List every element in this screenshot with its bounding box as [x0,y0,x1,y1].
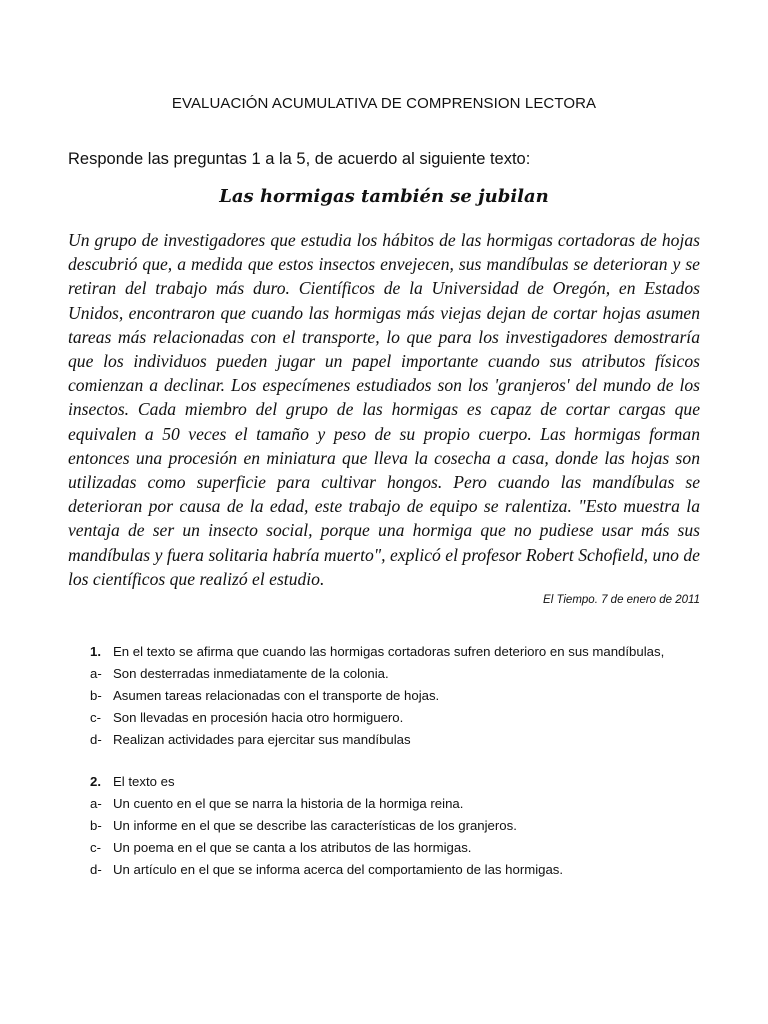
reading-passage: Un grupo de investigadores que estudia los hábitos de las hormigas cortadoras de hojas descubrió que, a medida que estos insectos envejecen, sus mandíbulas se deterioran y se retiran del trabajo más duro. Científicos de la Universidad de Oregón, en Estados Unidos, encontraron que cuando las hormigas más viejas dejan de cortar hojas asumen tareas más relacionadas con el transporte, lo que para los investigadores demostraría que los individuos pueden jugar un papel importante cuando sus atributos físicos comienzan a declinar. Los especímenes estudiados son los 'granjeros' del mundo de los insectos. Cada miembro del grupo de las hormigas es capaz de cortar cargas que equivalen a 50 veces el tamaño y peso de su propio cuerpo. Las hormigas forman entonces una procesión en miniatura que lleva la cosecha a casa, donde las hojas son utilizadas como superficie para cultivar hongos. Pero cuando las mandíbulas se deterioran por causa de la edad, este trabajo de equipo se ralentiza. "Esto muestra la ventaja de ser un insecto social, porque una hormiga que no pudiese usar más sus mandíbulas y fuera solitaria habría muerto", explicó el profesor Robert Schofield, uno de los científicos que realizó el estudio. [68,230,700,589]
option-letter: c- [90,840,101,855]
option-letter: a- [90,666,102,681]
answer-option-a [90,793,730,815]
question-stem [90,771,730,793]
option-letter: b- [90,818,102,833]
question-stem [90,641,730,663]
question-1 [90,641,730,751]
option-letter: d- [90,862,102,877]
document-title: EVALUACIÓN ACUMULATIVA DE COMPRENSION LECTORA [171,95,597,112]
option-text: Un artículo en el que se informa acerca del comportamiento de las hormigas. [113,862,564,877]
instruction-text: Responde las preguntas 1 a la 5, de acuerdo al siguiente texto: [68,150,531,168]
option-text: Realizan actividades para ejercitar sus mandíbulas [113,732,411,747]
option-letter: b- [90,688,102,703]
option-text: Asumen tareas relacionadas con el transporte de hojas. [113,688,440,703]
option-text: Son llevadas en procesión hacia otro hormiguero. [113,710,404,725]
answer-option-d [90,859,730,881]
question-number: 2. [90,774,101,789]
option-text: Un cuento en el que se narra la historia de la hormiga reina. [113,796,464,811]
option-letter: a- [90,796,102,811]
answer-option-b [90,685,730,707]
option-letter: c- [90,710,101,725]
question-text: En el texto se afirma que cuando las hormigas cortadoras sufren deterioro en sus mandíbulas, [113,644,665,659]
source-citation: El Tiempo. 7 de enero de 2011 [543,594,700,606]
question-number: 1. [90,644,101,659]
answer-option-c [90,707,730,729]
question-text: El texto es [113,774,175,789]
answer-option-d [90,729,730,751]
reading-title: Las hormigas también se jubilan [219,186,549,207]
option-text: Un informe en el que se describe las características de los granjeros. [113,818,517,833]
answer-option-c [90,837,730,859]
option-letter: d- [90,732,102,747]
answer-option-a [90,663,730,685]
question-2 [90,771,730,881]
answer-option-b [90,815,730,837]
option-text: Un poema en el que se canta a los atributos de las hormigas. [113,840,472,855]
option-text: Son desterradas inmediatamente de la colonia. [113,666,389,681]
